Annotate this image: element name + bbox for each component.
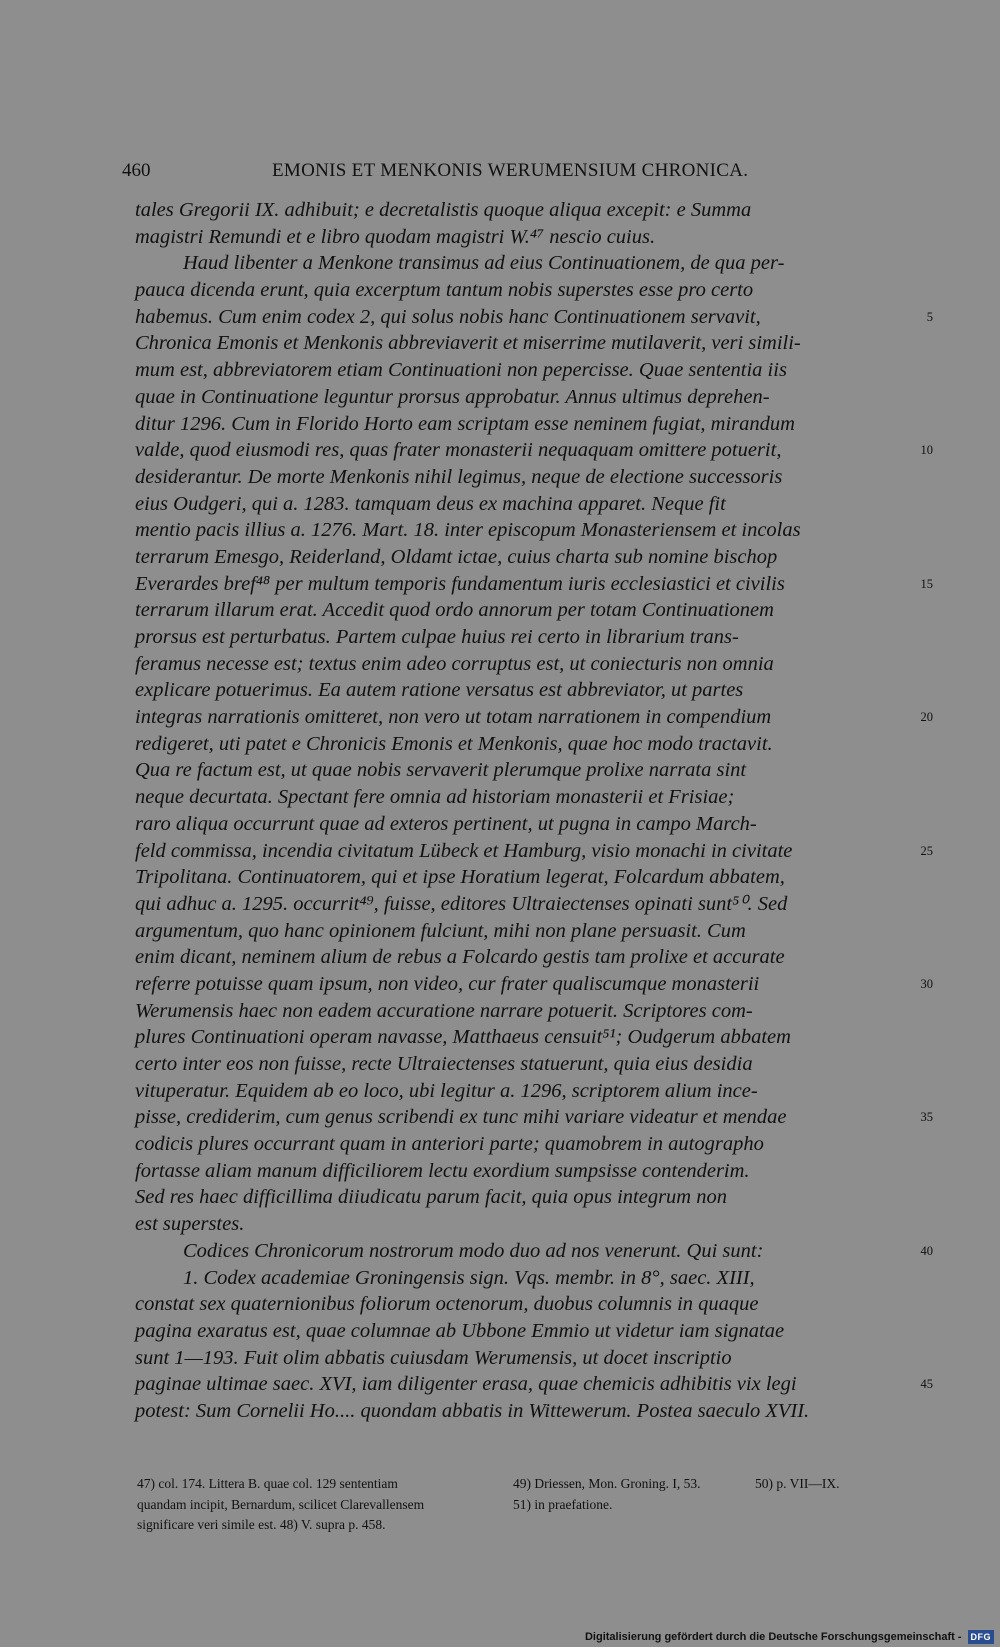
line-number: 30 <box>920 976 933 991</box>
line-text: explicare potuerimus. Ea autem ratione versatus est abbreviator, ut partes <box>135 679 744 702</box>
text-line <box>135 304 933 331</box>
line-number: 45 <box>920 1377 933 1392</box>
line-number: 15 <box>920 576 933 591</box>
line-number: 20 <box>920 710 933 725</box>
line-text: potest: Sum Cornelii Ho.... quondam abbatis in Wittewerum. Postea saeculo XVII. <box>135 1399 810 1422</box>
text-line <box>135 998 907 1025</box>
line-text: terrarum illarum erat. Accedit quod ordo annorum per totam Continuationem <box>135 599 774 622</box>
line-text: magistri Remundi et e libro quodam magistri W.⁴⁷ nescio cuius. <box>135 225 656 248</box>
footnote-column-3 <box>755 1474 840 1495</box>
line-text: eius Oudgeri, qui a. 1283. tamquam deus ex machina apparet. Neque fit <box>135 492 726 515</box>
text-line <box>135 1158 907 1185</box>
text-line <box>135 491 907 518</box>
text-line <box>135 1265 907 1292</box>
line-text: vituperatur. Equidem ab eo loco, ubi legitur a. 1296, scriptorem alium ince- <box>135 1079 758 1102</box>
text-line <box>135 197 907 224</box>
text-line <box>135 624 907 651</box>
text-line <box>135 1238 933 1265</box>
line-text: Everardes bref⁴⁸ per multum temporis fundamentum iuris ecclesiastici et civilis <box>135 572 785 595</box>
footnote-column-2 <box>513 1474 700 1515</box>
line-text: est superstes. <box>135 1213 245 1236</box>
footnote-line: significare veri simile est. 48) V. supra p. 458. <box>137 1517 386 1532</box>
footnote-line: 50) p. VII—IX. <box>755 1476 840 1491</box>
line-text: mum est, abbreviatorem etiam Continuationi non pepercisse. Quae sententia iis <box>135 359 787 382</box>
line-text: 1. Codex academiae Groningensis sign. Vqs. membr. in 8°, saec. XIII, <box>183 1266 755 1289</box>
line-text: pauca dicenda erunt, quia excerptum tantum nobis superstes esse pro certo <box>135 279 754 302</box>
line-text: Sed res haec difficillima diiudicatu parum facit, quia opus integrum non <box>135 1186 727 1209</box>
line-text: pisse, crediderim, cum genus scribendi ex tunc mihi variare videatur et mendae <box>135 1106 787 1129</box>
text-line <box>135 357 907 384</box>
dfg-logo: DFG <box>968 1630 995 1644</box>
footnote-line: 51) in praefatione. <box>513 1496 613 1512</box>
text-line <box>135 1371 933 1398</box>
text-line <box>135 250 907 277</box>
line-text: ditur 1296. Cum in Florido Horto eam scriptam esse neminem fugiat, mirandum <box>135 412 795 435</box>
line-text: redigeret, uti patet e Chronicis Emonis et Menkonis, quae hoc modo tractavit. <box>135 732 773 755</box>
text-line <box>135 1318 907 1345</box>
line-text: enim dicant, neminem alium de rebus a Folcardo gestis tam prolixe et accurate <box>135 946 785 969</box>
line-text: argumentum, quo hanc opinionem fulciunt, mihi non plane persuasit. Cum <box>135 919 746 942</box>
line-text: Codices Chronicorum nostrorum modo duo ad nos venerunt. Qui sunt: <box>183 1239 764 1262</box>
text-line <box>135 811 907 838</box>
line-text: valde, quod eiusmodi res, quas frater monasterii nequaquam omittere potuerit, <box>135 439 782 462</box>
line-text: fortasse aliam manum difficiliorem lectu exordium sumpsisse contenderim. <box>135 1159 750 1182</box>
line-text: raro aliqua occurrunt quae ad exteros pertinent, ut pugna in campo March- <box>135 812 757 835</box>
footnote-line: 49) Driessen, Mon. Groning. I, 53. <box>513 1476 701 1491</box>
line-text: Chronica Emonis et Menkonis abbreviaverit et miserrime mutilaverit, veri simili- <box>135 332 801 355</box>
text-line <box>135 517 907 544</box>
text-line <box>135 918 907 945</box>
running-title: EMONIS ET MENKONIS WERUMENSIUM CHRONICA. <box>272 160 749 181</box>
line-text: codicis plures occurrant quam in anteriori parte; quamobrem in autographo <box>135 1133 764 1156</box>
line-text: quae in Continuatione leguntur prorsus approbatur. Annus ultimus deprehen- <box>135 385 770 408</box>
text-line <box>135 784 907 811</box>
line-text: prorsus est perturbatus. Partem culpae huius rei certo in librarium trans- <box>135 626 739 648</box>
line-number: 5 <box>926 309 933 324</box>
text-line <box>135 1024 907 1051</box>
text-line <box>135 330 907 357</box>
text-line <box>135 1345 907 1372</box>
line-text: Qua re factum est, ut quae nobis servaverit plerumque prolixe narrata sint <box>135 759 747 782</box>
text-line <box>135 1291 907 1318</box>
text-line <box>135 757 907 784</box>
text-line <box>135 1184 907 1211</box>
line-text: feld commissa, incendia civitatum Lübeck et Hamburg, visio monachi in civitate <box>135 839 793 862</box>
line-text: certo inter eos non fuisse, recte Ultraiectenses statuerunt, quia eius desidia <box>135 1053 753 1075</box>
text-line <box>135 651 907 678</box>
text-line <box>135 464 907 491</box>
text-line <box>135 384 907 411</box>
footnote-line: quandam incipit, Bernardum, scilicet Clarevallensem <box>137 1496 425 1512</box>
line-text: paginae ultimae saec. XVI, iam diligenter erasa, quae chemicis adhibitis vix legi <box>135 1373 797 1396</box>
line-text: plures Continuationi operam navasse, Matthaeus censuit⁵¹; Oudgerum abbatem <box>135 1026 791 1049</box>
line-text: habemus. Cum enim codex 2, qui solus nobis hanc Continuationem servavit, <box>135 305 761 328</box>
line-text: desiderantur. De morte Menkonis nihil legimus, neque de electione successoris <box>135 465 783 488</box>
line-text: tales Gregorii IX. adhibuit; e decretalistis quoque aliqua excepit: e Summa <box>135 199 752 221</box>
footnote-line: 47) col. 174. Littera B. quae col. 129 sententiam <box>137 1476 398 1491</box>
line-number: 25 <box>920 843 933 858</box>
line-text: integras narrationis omitteret, non vero ut totam narrationem in compendium <box>135 706 772 729</box>
line-text: Werumensis haec non eadem accuratione narrare potuerit. Scriptores com- <box>135 999 753 1022</box>
text-line <box>135 411 907 438</box>
line-number: 40 <box>920 1243 933 1258</box>
text-line <box>135 597 907 624</box>
text-line <box>135 704 933 731</box>
line-text: constat sex quaternionibus foliorum octenorum, duobus columnis in quaque <box>135 1293 759 1316</box>
text-line <box>135 571 933 598</box>
line-text: mentio pacis illius a. 1276. Mart. 18. inter episcopum Monasteriensem et incolas <box>135 519 801 542</box>
line-text: qui adhuc a. 1295. occurrit⁴⁹, fuisse, editores Ultraiectenses opinati sunt⁵⁰. Sed <box>135 892 788 915</box>
text-line <box>135 971 933 998</box>
text-line <box>135 677 907 704</box>
footnote-column-1 <box>137 1474 424 1536</box>
line-text: sunt 1—193. Fuit olim abbatis cuiusdam Werumensis, ut docet inscriptio <box>135 1346 732 1369</box>
text-line <box>135 437 933 464</box>
text-line <box>135 224 907 251</box>
page-number: 460 <box>122 160 151 181</box>
text-line <box>135 891 907 918</box>
text-line <box>135 544 907 571</box>
line-text: neque decurtata. Spectant fere omnia ad historiam monasterii et Frisiae; <box>135 786 735 809</box>
line-number: 35 <box>920 1110 933 1125</box>
text-line <box>135 277 907 304</box>
line-text: referre potuisse quam ipsum, non video, cur frater qualiscumque monasterii <box>135 972 760 995</box>
line-text: Tripolitana. Continuatorem, qui et ipse Horatium legerat, Folcardum abbatem, <box>135 866 785 889</box>
line-number: 10 <box>920 443 933 458</box>
line-text: terrarum Emesgo, Reiderland, Oldamt ictae, cuius charta sub nomine bischop <box>135 545 778 568</box>
line-text: pagina exaratus est, quae columnae ab Ubbone Emmio ut videtur iam signatae <box>135 1319 785 1342</box>
funding-credit: Digitalisierung gefördert durch die Deutsche Forschungsgemeinschaft - <box>584 1631 962 1643</box>
text-line <box>135 1051 907 1078</box>
text-line <box>135 731 907 758</box>
text-line <box>135 1078 907 1105</box>
text-line <box>135 944 907 971</box>
main-text <box>135 197 933 1425</box>
text-line <box>135 1104 933 1131</box>
text-line <box>135 1398 907 1425</box>
text-line <box>135 1211 907 1238</box>
line-text: feramus necesse est; textus enim adeo corruptus est, ut coniecturis non omnia <box>135 652 774 675</box>
text-line <box>135 864 907 891</box>
line-text: Haud libenter a Menkone transimus ad eius Continuationem, de qua per- <box>183 252 785 275</box>
text-line <box>135 1131 907 1158</box>
footer-credit-bar <box>579 1627 1000 1647</box>
text-line <box>135 838 933 865</box>
